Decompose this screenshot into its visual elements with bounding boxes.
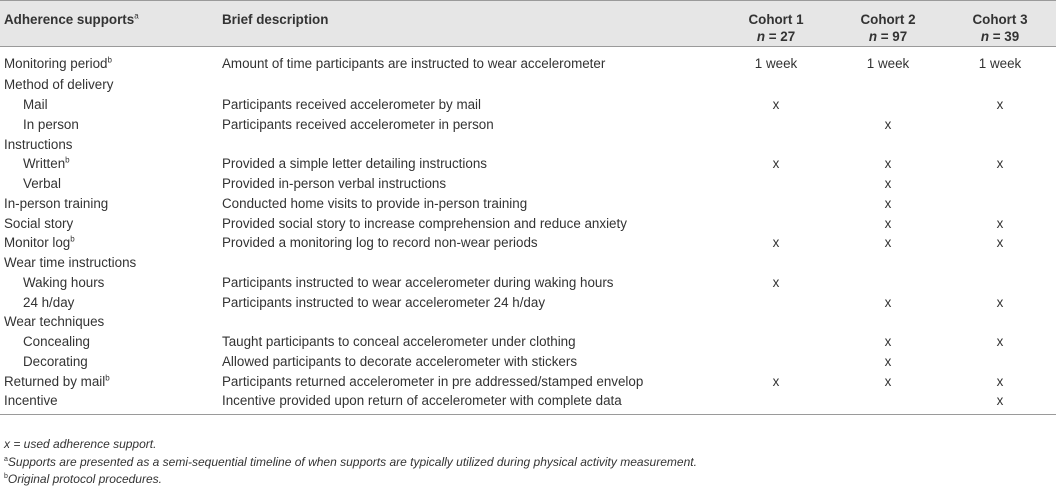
cohort-3-cell: x (996, 215, 1004, 231)
cohort-1-cell (720, 332, 832, 352)
cohort-2-cell (832, 253, 944, 273)
row-description (218, 253, 720, 273)
table-row (0, 371, 1056, 391)
row-description: Participants returned accelerometer in pre addressed/stamped envelop (222, 373, 644, 389)
cohort-1-cell: x (772, 235, 780, 251)
cohort-1-cell (720, 292, 832, 312)
header-cohort-2: Cohort 2 n = 97 (832, 1, 944, 47)
cohort-2-cell: 1 week (866, 55, 910, 71)
header-cohort-3: Cohort 3 n = 39 (944, 1, 1056, 47)
cohort-3-cell (944, 115, 1056, 135)
row-label: Returned by mail$^b$ (4, 373, 110, 389)
cohort-1-cell (720, 134, 832, 154)
row-label: Instructions (4, 136, 73, 152)
cohort-2-cell: x (884, 294, 892, 310)
table-row (0, 95, 1056, 115)
table-row (0, 352, 1056, 372)
row-description: Provided social story to increase comprehension and reduce anxiety (222, 215, 627, 231)
row-label: Method of delivery (4, 77, 114, 93)
row-label: Verbal (23, 176, 61, 192)
cohort-2-cell (832, 75, 944, 95)
row-description: Allowed participants to decorate accelerometer with stickers (222, 353, 578, 369)
table-row (0, 391, 1056, 414)
row-label: Written$^b$ (23, 155, 70, 172)
cohort-3-cell (944, 75, 1056, 95)
row-label: In-person training (4, 195, 109, 211)
cohort-3-cell: x (996, 334, 1004, 350)
row-label: Incentive (0, 391, 218, 414)
cohort-1-cell: 1 week (754, 55, 798, 71)
cohort-3-cell (944, 174, 1056, 194)
row-description: Provided a monitoring log to record non-wear periods (222, 235, 538, 251)
cohort-3-cell (944, 253, 1056, 273)
cohort-2-cell: x (884, 235, 892, 251)
cohort-1-cell (720, 174, 832, 194)
cohort-2-cell (832, 391, 944, 414)
table-row (0, 213, 1056, 233)
cohort-3-cell (944, 273, 1056, 293)
cohort-2-cell: x (884, 176, 892, 192)
cohort-2-cell: x (884, 116, 892, 132)
table-row (0, 233, 1056, 253)
cohort-1-cell: x (772, 156, 780, 172)
cohort-2-cell: x (884, 215, 892, 231)
cohort-2-cell (832, 134, 944, 154)
row-label: Waking hours (23, 274, 105, 290)
table-row (0, 332, 1056, 352)
row-label: Social story (4, 215, 74, 231)
row-label: Monitor $\log^b$ (4, 234, 75, 251)
table-footnotes (4, 436, 697, 489)
row-description: Provided a simple letter detailing instructions (222, 156, 487, 172)
cohort-2-cell: x (884, 353, 892, 369)
cohort-1-cell (720, 115, 832, 135)
cohort-3-cell: x (996, 294, 1004, 310)
cohort-3-cell (944, 352, 1056, 372)
footnote-a: $^a$Supports are presented as a semi-sequential timeline of when supports are typically utilized during physical activity measurement. (4, 454, 697, 469)
cohort-3-cell: x (996, 373, 1004, 389)
row-description: Taught participants to conceal accelerometer under clothing (222, 334, 576, 350)
footnote-b: $^b$Original protocol procedures. (4, 472, 162, 486)
cohort-1-cell (720, 213, 832, 233)
cohort-2-cell: x (884, 334, 892, 350)
table-row (0, 115, 1056, 135)
row-label: Mail (23, 97, 48, 113)
cohort-1-cell (720, 391, 832, 414)
cohort-1-cell: x (772, 274, 780, 290)
table-row (0, 75, 1056, 95)
row-label: Monitoring period$^b$ (4, 55, 112, 71)
row-description: Conducted home visits to provide in-person training (222, 195, 528, 211)
table-row (0, 134, 1056, 154)
cohort-3-cell: 1 week (978, 55, 1022, 71)
cohort-3-cell (944, 312, 1056, 332)
cohort-3-cell: x (944, 391, 1056, 414)
table-row (0, 174, 1056, 194)
footnote-x: x = used adherence support. (4, 437, 157, 451)
cohort-1-cell: x (772, 373, 780, 389)
cohort-1-cell (720, 352, 832, 372)
row-description: Amount of time participants are instructed to wear accelerometer (222, 55, 606, 71)
cohort-2-cell (832, 273, 944, 293)
row-description (218, 75, 720, 95)
row-description: Participants instructed to wear accelerometer during waking hours (222, 274, 614, 290)
row-label: Concealing (23, 334, 90, 350)
row-label: Decorating (23, 353, 88, 369)
cohort-2-cell (832, 95, 944, 115)
table-body (0, 47, 1056, 415)
table-row (0, 273, 1056, 293)
row-description (218, 134, 720, 154)
cohort-3-cell: x (996, 235, 1004, 251)
row-description: Participants instructed to wear accelerometer 24 h/day (222, 294, 546, 310)
header-brief-description: Brief description (218, 1, 720, 47)
table-row (0, 154, 1056, 174)
cohort-3-cell: x (996, 156, 1004, 172)
row-description (218, 312, 720, 332)
row-description: Incentive provided upon return of accelerometer with complete data (218, 391, 720, 414)
row-label: Wear techniques (4, 314, 105, 330)
row-label: In person (23, 116, 79, 132)
cohort-1-cell (720, 253, 832, 273)
row-description: Participants received accelerometer by mail (222, 97, 481, 113)
cohort-3-cell (944, 134, 1056, 154)
table-row (0, 292, 1056, 312)
cohort-1-cell: x (772, 97, 780, 113)
cohort-2-cell (832, 312, 944, 332)
row-description: Provided in-person verbal instructions (222, 176, 447, 192)
cohort-2-cell: x (884, 373, 892, 389)
table-row (0, 312, 1056, 332)
cohort-1-cell (720, 75, 832, 95)
header-adherence-supports: Adherence supports$^a$ (0, 1, 218, 47)
cohort-1-cell (720, 194, 832, 214)
cohort-1-cell (720, 312, 832, 332)
row-label: 24 h/day (23, 294, 75, 310)
cohort-3-cell (944, 194, 1056, 214)
cohort-2-cell: x (884, 156, 892, 172)
cohort-2-cell: x (884, 195, 892, 211)
table-row (0, 253, 1056, 273)
table-row (0, 47, 1056, 76)
row-label: Wear time instructions (4, 255, 137, 271)
header-cohort-1: Cohort 1 n = 27 (720, 1, 832, 47)
table-row (0, 194, 1056, 214)
table-header-row (0, 1, 1056, 47)
row-description: Participants received accelerometer in person (222, 116, 494, 132)
cohort-3-cell: x (996, 97, 1004, 113)
